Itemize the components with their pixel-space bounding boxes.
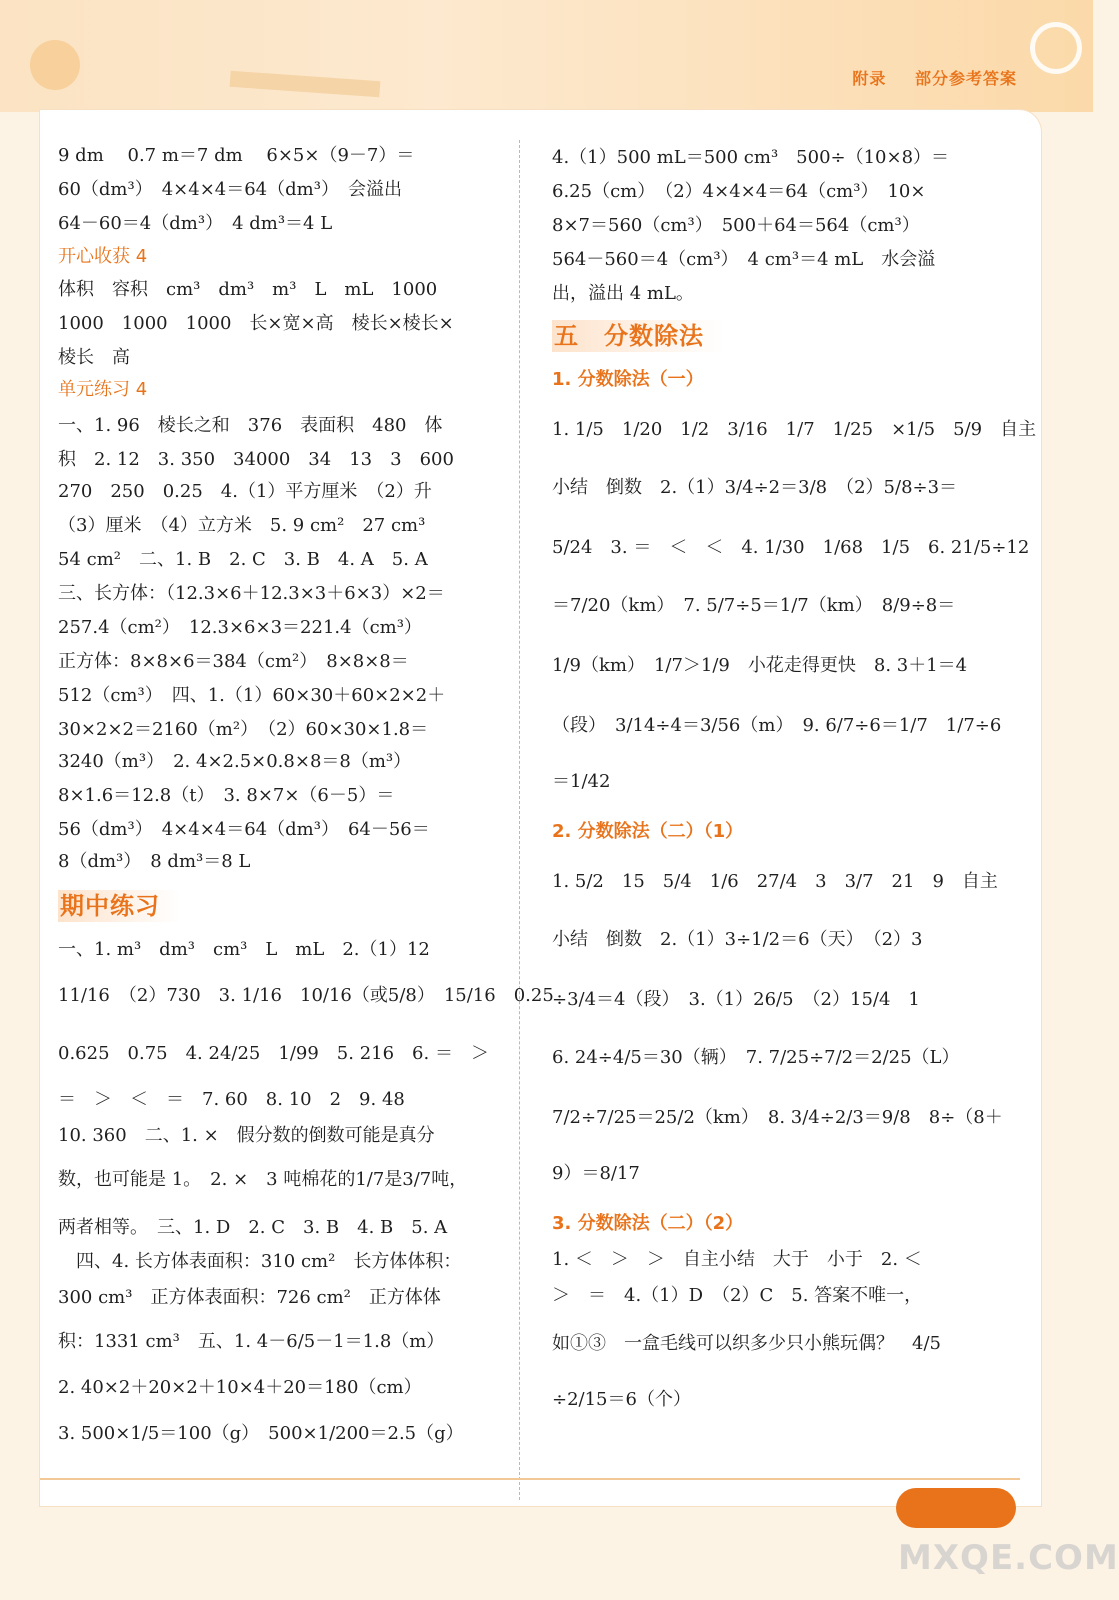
answer-line: ＞ ＝ 4.（1）D （2）C 5. 答案不唯一，: [552, 1285, 923, 1306]
header-appendix: 附录: [852, 69, 887, 88]
answer-line: 体积 容积 cm³ dm³ m³ L mL 1000: [58, 279, 438, 300]
section-heading-text: 期中练习: [58, 890, 180, 922]
answer-line: 6.25（cm） （2）4×4×4＝64（cm³） 10×: [552, 181, 926, 202]
answer-line: 小结 倒数 2.（1）3/4÷2＝3/8 （2）5/8÷3＝: [552, 477, 958, 498]
answer-line: 1. 5/2 15 5/4 1/6 27/4 3 3/7 21 9 自主: [552, 871, 998, 892]
answer-line: 30×2×2＝2160（m²） （2）60×30×1.8＝: [58, 719, 429, 740]
answer-line: 1000 1000 1000 长×宽×高 棱长×棱长×: [58, 313, 454, 334]
answer-line: 11/16 （2）730 3. 1/16 10/16（或5/8） 15/16 0.25: [58, 985, 554, 1006]
answer-line: 3240（m³） 2. 4×2.5×0.8×8＝8（m³）: [58, 751, 412, 772]
decorative-stroke: [230, 71, 381, 97]
answer-line: 56（dm³） 4×4×4＝64（dm³） 64－56＝: [58, 819, 430, 840]
answer-line: 棱长 高: [58, 347, 130, 368]
answer-line: 270 250 0.25 4.（1）平方厘米 （2）升: [58, 481, 432, 502]
lesson-heading: 3. 分数除法（二）（2）: [552, 1213, 744, 1234]
answer-line: 如①③ 一盒毛线可以织多少只小熊玩偶？ 4/5: [552, 1333, 941, 1354]
answer-line: 数，也可能是 1。 2. × 3 吨棉花的1/7是3/7吨，: [58, 1169, 468, 1190]
answer-line: 四、4. 长方体表面积：310 cm² 长方体体积：: [58, 1251, 462, 1272]
footer-rule: [40, 1478, 1020, 1480]
answer-line: 9）＝8/17: [552, 1163, 640, 1184]
answer-line: 5/24 3. ＝ ＜ ＜ 4. 1/30 1/68 1/5 6. 21/5÷12: [552, 537, 1030, 558]
answer-line: 1/9（km） 1/7＞1/9 小花走得更快 8. 3＋1＝4: [552, 655, 968, 676]
answer-line: 3. 500×1/5＝100（g） 500×1/200＝2.5（g）: [58, 1423, 464, 1444]
answer-line: 一、1. m³ dm³ cm³ L mL 2.（1）12: [58, 939, 430, 960]
answer-line: （3）厘米 （4）立方米 5. 9 cm² 27 cm³: [58, 515, 426, 536]
lesson-heading: 1. 分数除法（一）: [552, 369, 704, 390]
answer-line: 54 cm² 二、1. B 2. C 3. B 4. A 5. A: [58, 549, 428, 570]
answer-line: 三、长方体：（12.3×6＋12.3×3＋6×3）×2＝: [58, 583, 445, 604]
answer-line: 正方体：8×8×6＝384（cm²） 8×8×8＝: [58, 651, 409, 672]
lightbulb-icon: [30, 40, 80, 90]
answer-line: 60（dm³） 4×4×4＝64（dm³） 会溢出: [58, 179, 402, 200]
answer-line: ＝ ＞ ＜ ＝ 7. 60 8. 10 2 9. 48: [58, 1089, 405, 1110]
section-heading: [552, 324, 724, 348]
page-header-band: [0, 0, 1093, 112]
answer-line: 257.4（cm²） 12.3×6×3＝221.4（cm³）: [58, 617, 422, 638]
answer-line: 4.（1）500 mL＝500 cm³ 500÷（10×8）＝: [552, 147, 950, 168]
answer-line: 10. 360 二、1. × 假分数的倒数可能是真分: [58, 1125, 435, 1146]
section-heading-text: 五 分数除法: [552, 320, 724, 352]
header-title: 部分参考答案: [914, 69, 1017, 88]
answer-line: 积 2. 12 3. 350 34000 34 13 3 600: [58, 449, 454, 470]
answer-line: 8×7＝560（cm³） 500＋64＝564（cm³）: [552, 215, 920, 236]
answer-line: 300 cm³ 正方体表面积：726 cm² 正方体体: [58, 1287, 441, 1308]
answer-line: ÷3/4＝4（段） 3.（1）26/5 （2）15/4 1: [552, 989, 920, 1010]
answer-line: ＝1/42: [552, 771, 611, 792]
answer-line: 8（dm³） 8 dm³＝8 L: [58, 851, 251, 872]
answer-line: 9 dm 0.7 m＝7 dm 6×5×（9－7）＝: [58, 145, 415, 166]
answer-line: 2. 40×2＋20×2＋10×4＋20＝180（cm）: [58, 1377, 422, 1398]
answer-line: 小结 倒数 2.（1）3÷1/2＝6（天） （2）3: [552, 929, 923, 950]
answer-line: 7/2÷7/25＝25/2（km） 8. 3/4÷2/3＝9/8 8÷（8＋: [552, 1107, 1003, 1128]
answer-line: 512（cm³） 四、1.（1）60×30＋60×2×2＋: [58, 685, 446, 706]
answer-line: 0.625 0.75 4. 24/25 1/99 5. 216 6. ＝ ＞: [58, 1043, 489, 1064]
answer-line: 564－560＝4（cm³） 4 cm³＝4 mL 水会溢: [552, 249, 936, 270]
answer-line: ÷2/15＝6（个）: [552, 1389, 691, 1410]
answer-line: （段） 3/14÷4＝3/56（m） 9. 6/7÷6＝1/7 1/7÷6: [552, 715, 1002, 736]
answer-line: 积：1331 cm³ 五、1. 4－6/5－1＝1.8（m）: [58, 1331, 445, 1352]
section-heading: [58, 894, 180, 918]
answer-line: 6. 24÷4/5＝30（辆） 7. 7/25÷7/2＝2/25（L）: [552, 1047, 960, 1068]
magnifier-icon: [1030, 22, 1082, 74]
answer-line: 1. 1/5 1/20 1/2 3/16 1/7 1/25 ×1/5 5/9 自主: [552, 419, 1037, 440]
subsection-heading: 开心收获 4: [58, 246, 148, 267]
column-divider: [519, 140, 520, 1500]
site-watermark: MXQE.COM: [898, 1538, 1119, 1578]
answer-line: 出，溢出 4 mL。: [552, 283, 694, 304]
lesson-heading: 2. 分数除法（二）（1）: [552, 821, 744, 842]
running-header: [830, 66, 1017, 89]
subsection-heading: 单元练习 4: [58, 379, 148, 400]
answer-line: ＝7/20（km） 7. 5/7÷5＝1/7（km） 8/9÷8＝: [552, 595, 956, 616]
answer-line: 1. ＜ ＞ ＞ 自主小结 大于 小于 2. ＜: [552, 1249, 922, 1270]
page-badge: [896, 1488, 1016, 1528]
answer-line: 8×1.6＝12.8（t） 3. 8×7×（6－5）＝: [58, 785, 395, 806]
answer-line: 一、1. 96 棱长之和 376 表面积 480 体: [58, 415, 443, 436]
answer-line: 两者相等。 三、1. D 2. C 3. B 4. B 5. A: [58, 1217, 448, 1238]
answer-line: 64－60＝4（dm³） 4 dm³＝4 L: [58, 213, 333, 234]
